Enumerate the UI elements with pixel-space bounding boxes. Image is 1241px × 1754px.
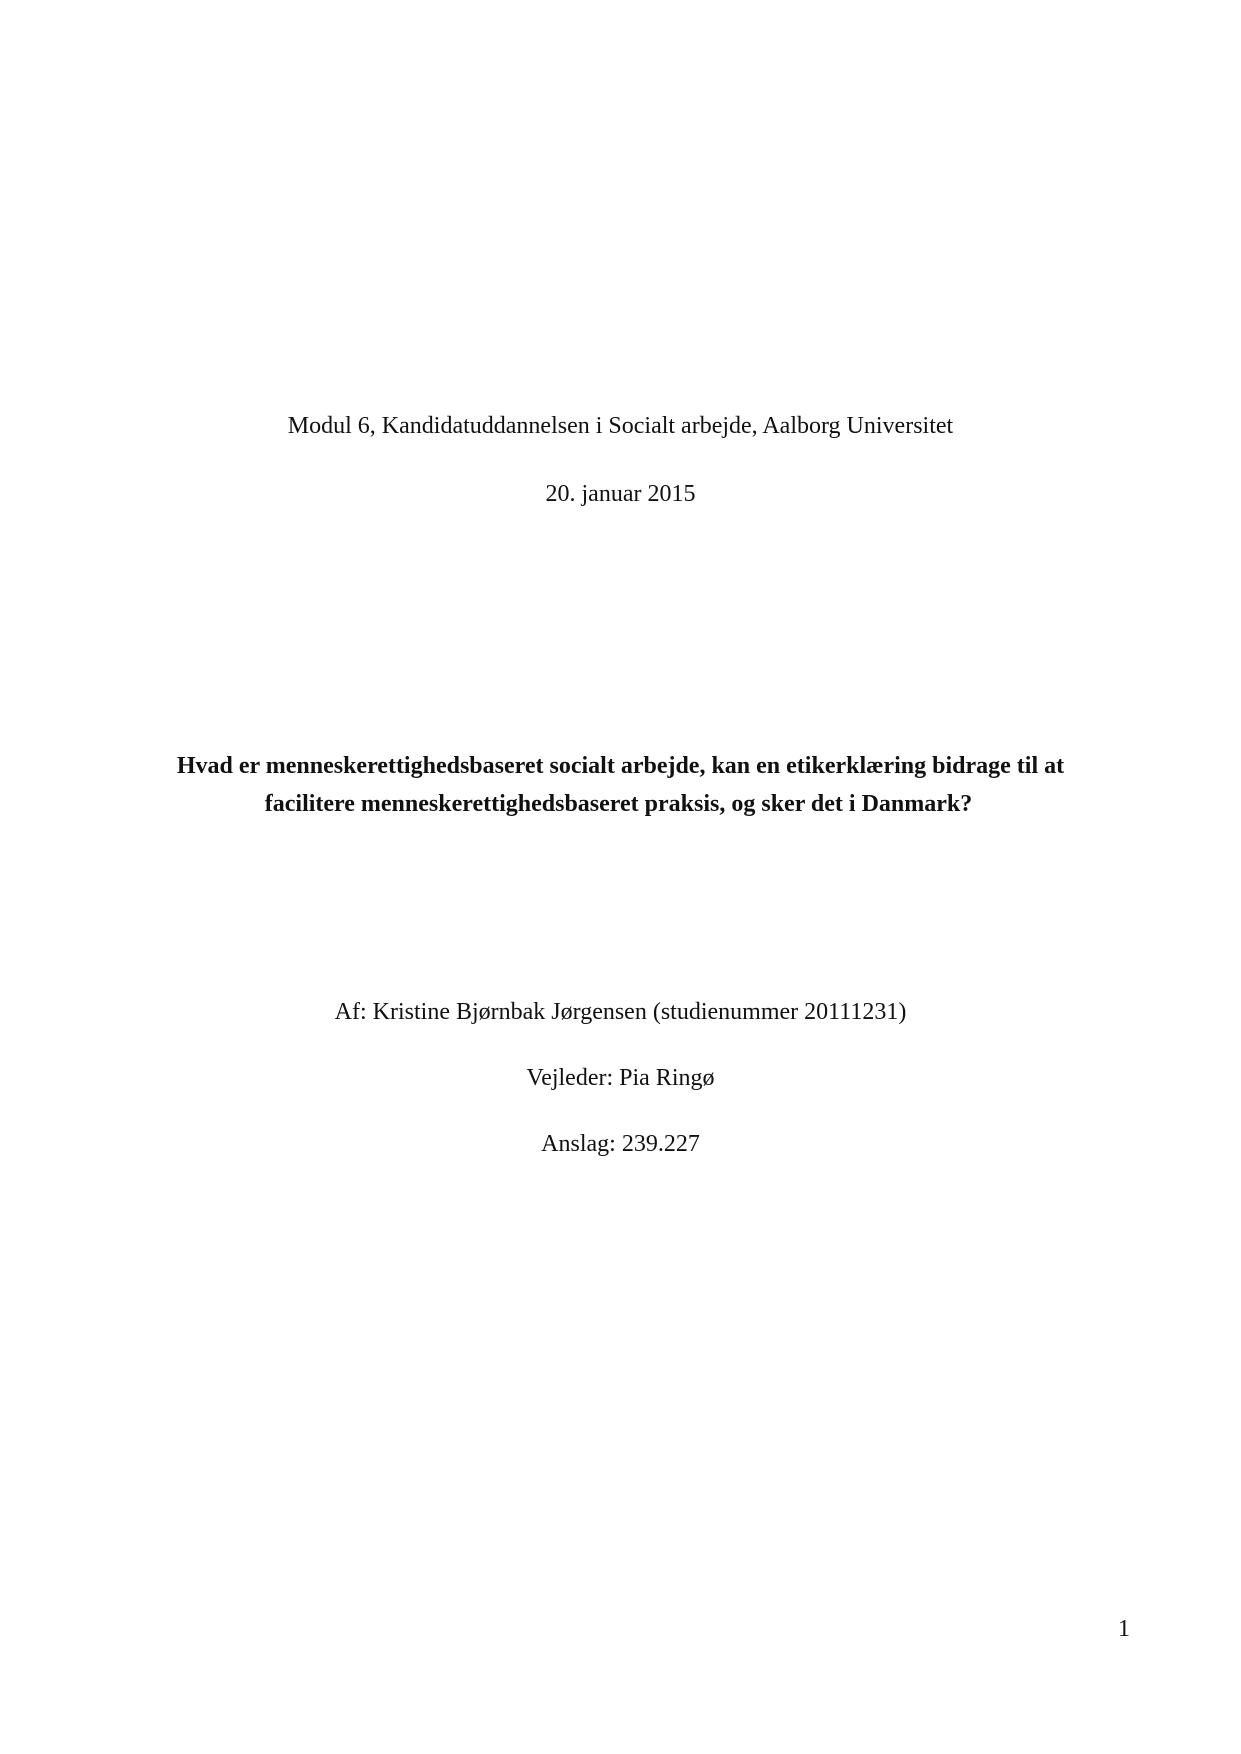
module-line: Modul 6, Kandidatuddannelsen i Socialt arbejde, Aalborg Universitet <box>287 413 954 439</box>
title-line-2: facilitere menneskerettighedsbaseret praksis, og sker det i Danmark? <box>264 791 973 817</box>
author-line: Af: Kristine Bjørnbak Jørgensen (studienummer 20111231) <box>334 999 907 1025</box>
title-line-1: Hvad er menneskerettighedsbaseret socialt arbejde, kan en etikerklæring bidrage til at <box>176 753 1065 779</box>
date-line: 20. januar 2015 <box>545 481 696 507</box>
page-number: 1 <box>1118 1616 1130 1642</box>
thesis-title <box>0 747 1241 823</box>
character-count-line: Anslag: 239.227 <box>541 1131 700 1157</box>
supervisor-line: Vejleder: Pia Ringø <box>526 1065 715 1091</box>
